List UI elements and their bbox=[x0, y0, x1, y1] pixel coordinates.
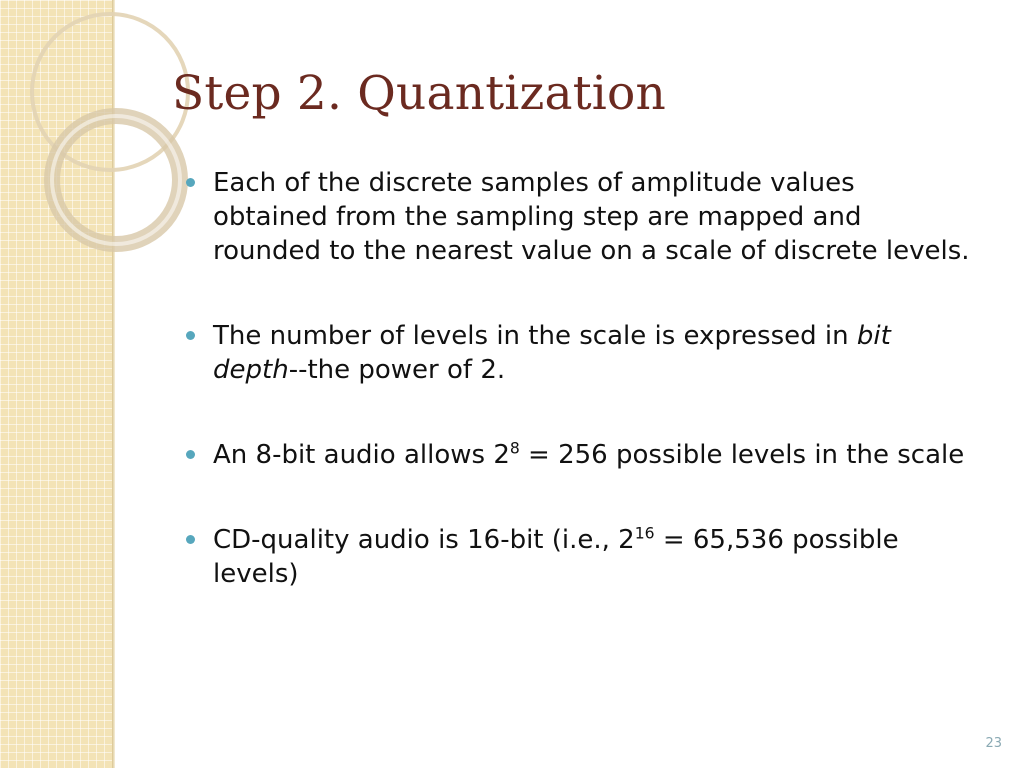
decorative-ring-highlight bbox=[52, 116, 180, 244]
bullet-superscript: 16 bbox=[634, 524, 655, 543]
bullet-item bbox=[186, 523, 976, 591]
bullet-text: = 65,536 possible levels) bbox=[213, 525, 899, 589]
bullet-text: Each of the discrete samples of amplitude values obtained from the sampling step are mapped and rounded to the nearest value on a scale of discrete levels. bbox=[213, 168, 970, 266]
bullet-dot bbox=[186, 450, 195, 459]
bullet-item bbox=[186, 166, 976, 268]
bullet-text: An 8-bit audio allows 2 bbox=[213, 440, 510, 470]
bullet-list bbox=[186, 166, 976, 591]
decorative-rings bbox=[0, 0, 200, 260]
bullet-item bbox=[186, 438, 976, 472]
bullet-dot bbox=[186, 535, 195, 544]
bullet-text: = 256 possible levels in the scale bbox=[519, 440, 965, 470]
bullet-text: CD-quality audio is 16-bit (i.e., 2 bbox=[213, 525, 635, 555]
bullet-dot bbox=[186, 331, 195, 340]
bullet-text: The number of levels in the scale is expressed in bbox=[213, 321, 857, 351]
bullet-superscript: 8 bbox=[509, 439, 520, 458]
slide-title: Step 2. Quantization bbox=[172, 66, 666, 121]
bullet-dot bbox=[186, 178, 195, 187]
bullet-text: --the power of 2. bbox=[288, 355, 506, 385]
page-number: 23 bbox=[985, 736, 1002, 751]
bullet-item bbox=[186, 319, 976, 387]
bullet-emphasis: bit depth bbox=[213, 321, 891, 385]
